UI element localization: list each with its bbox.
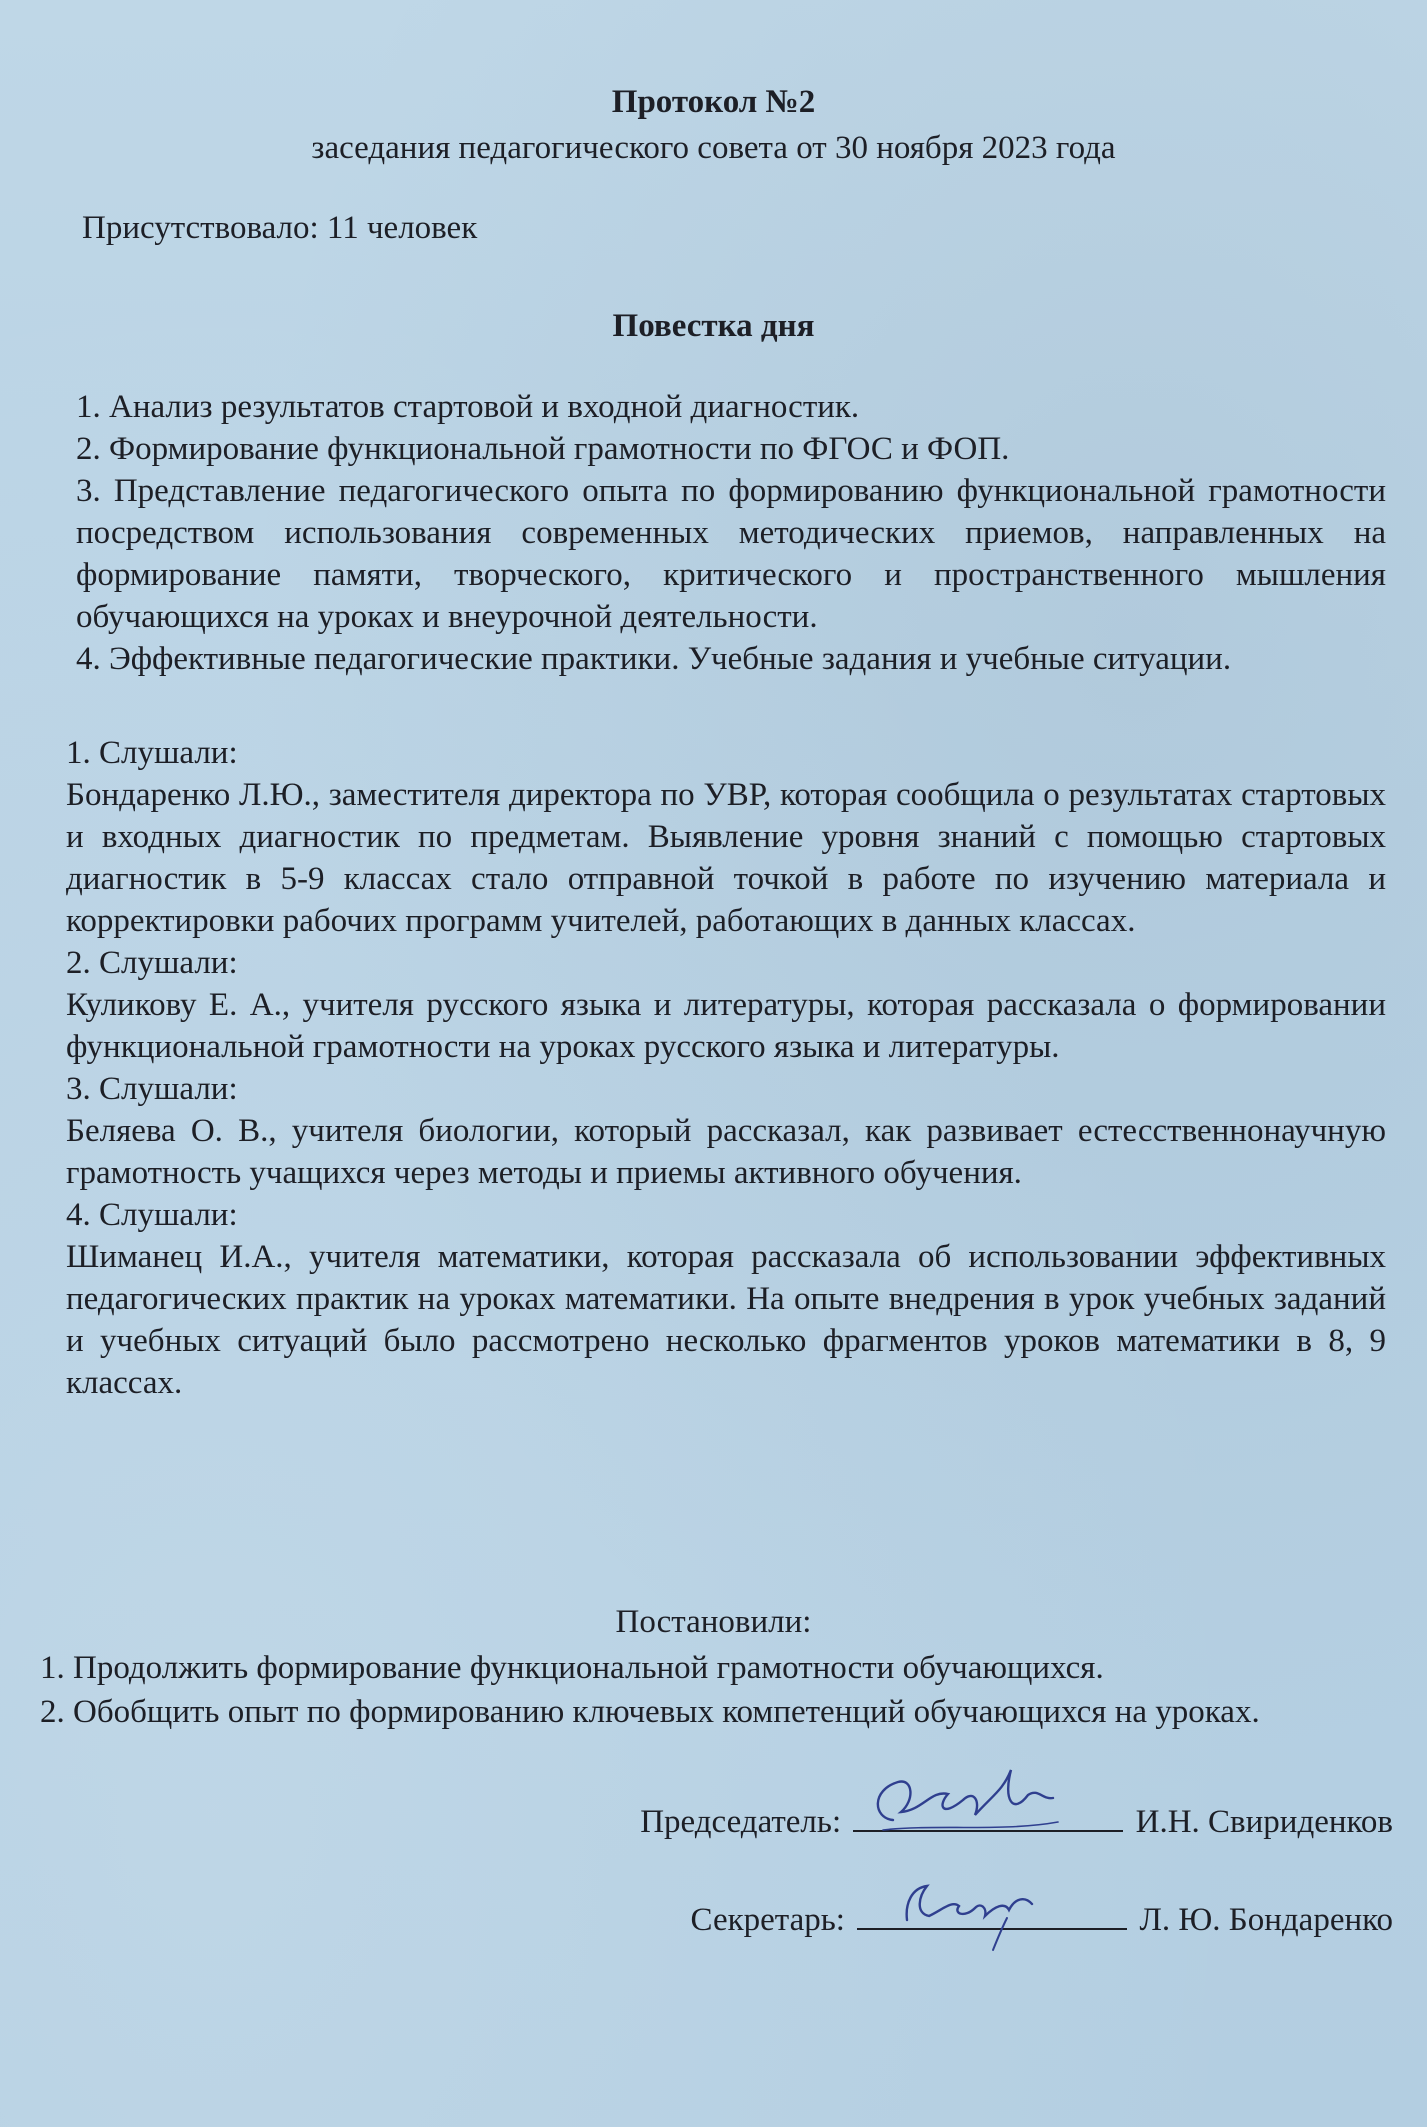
document-title: Протокол №2 bbox=[611, 84, 816, 120]
chair-signature bbox=[853, 1760, 1123, 1850]
heard-text: Шиманец И.А., учителя математики, которая рассказала об использовании эффективных педагогических практик на уроках математики. На опыте внедрения в урок учебных заданий и учебных ситуаций было рассмотрено несколько фрагментов уроков математики в 8, 9 классах. bbox=[66, 1239, 1386, 1401]
secretary-signature bbox=[857, 1858, 1127, 1948]
decided-title: Постановили: bbox=[615, 1604, 812, 1640]
agenda-item: 2. Формирование функциональной грамотности по ФГОС и ФОП. bbox=[76, 431, 1010, 467]
heard-text: Бондаренко Л.Ю., заместителя директора по УВР, которая сообщила о результатах стартовых и входных диагностик по предметам. Выявление уровня знаний с помощью стартовых диагностик в 5-9 классах стало отправной точкой в работе по изучению материала и корректировки рабочих программ учителей, работающих в данных классах. bbox=[66, 777, 1386, 939]
chair-label: Председатель: bbox=[640, 1804, 842, 1840]
chair-signature-row bbox=[640, 1800, 1393, 1842]
heard-label: 3. Слушали: bbox=[66, 1071, 238, 1107]
agenda-item: 4. Эффективные педагогические практики. Учебные задания и учебные ситуации. bbox=[76, 641, 1232, 677]
secretary-signature-line bbox=[857, 1898, 1127, 1930]
attendance-line: Присутствовало: 11 человек bbox=[82, 210, 478, 246]
agenda-item: 3. Представление педагогического опыта по формированию функциональной грамотности посредством использования современных методических приемов, направленных на формирование памяти, творческого, критического и пространственного мышления обучающихся на уроках и внеурочной деятельности. bbox=[76, 473, 1386, 635]
heard-label: 4. Слушали: bbox=[66, 1197, 238, 1233]
decision-item: 2. Обобщить опыт по формированию ключевых компетенций обучающихся на уроках. bbox=[40, 1694, 1260, 1730]
heard-label: 2. Слушали: bbox=[66, 945, 238, 981]
document-subtitle: заседания педагогического совета от 30 ноября 2023 года bbox=[311, 130, 1116, 166]
agenda-item: 1. Анализ результатов стартовой и входной диагностик. bbox=[76, 389, 860, 425]
heard-section bbox=[66, 732, 1386, 1404]
secretary-label: Секретарь: bbox=[690, 1902, 845, 1938]
heard-text: Беляева О. В., учителя биологии, который рассказал, как развивает естесственнонаучную грамотность учащихся через методы и приемы активного обучения. bbox=[66, 1113, 1386, 1191]
agenda-list bbox=[76, 386, 1386, 680]
heard-label: 1. Слушали: bbox=[66, 735, 238, 771]
secretary-name: Л. Ю. Бондаренко bbox=[1139, 1902, 1393, 1938]
chair-signature-line bbox=[853, 1800, 1123, 1832]
decisions-list bbox=[40, 1646, 1410, 1734]
decision-item: 1. Продолжить формирование функциональной грамотности обучающихся. bbox=[40, 1650, 1104, 1686]
agenda-title: Повестка дня bbox=[612, 308, 815, 344]
chair-name: И.Н. Свириденков bbox=[1135, 1804, 1393, 1840]
heard-text: Куликову Е. А., учителя русского языка и литературы, которая рассказала о формировании функциональной грамотности на уроках русского языка и литературы. bbox=[66, 987, 1386, 1065]
secretary-signature-row bbox=[691, 1898, 1393, 1940]
